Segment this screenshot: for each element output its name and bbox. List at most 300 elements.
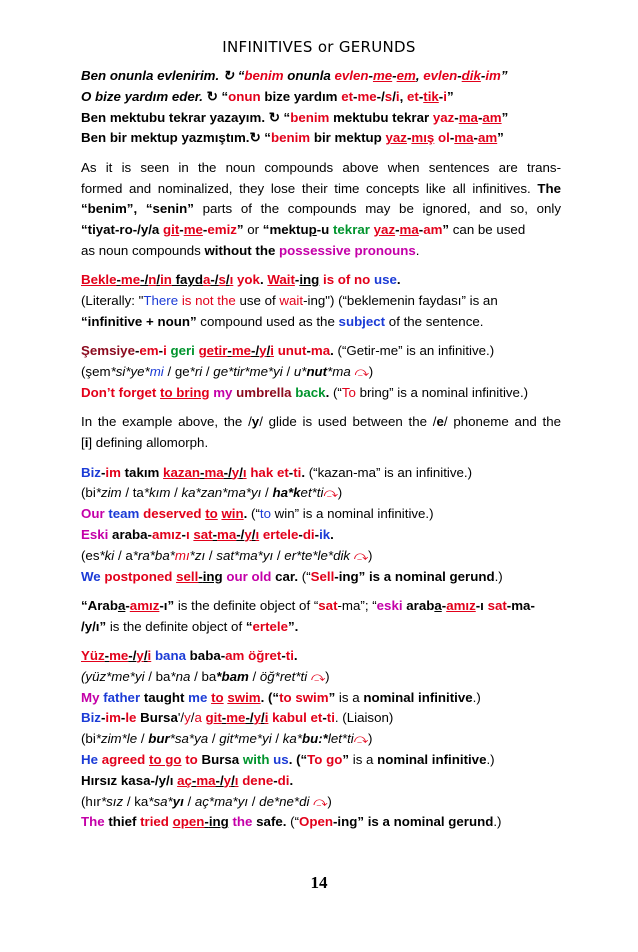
text-segment: -u bbox=[316, 222, 333, 238]
text-segment: . (“ bbox=[260, 689, 280, 705]
text-segment: (“ bbox=[337, 343, 347, 359]
text-segment: ” bbox=[342, 752, 350, 768]
text-segment: . bbox=[325, 384, 333, 400]
text-segment: ing bbox=[208, 814, 229, 830]
text-segment: / bbox=[190, 710, 195, 726]
text-segment: - bbox=[179, 222, 184, 238]
text-line bbox=[81, 433, 561, 454]
text-segment: (Literally: " bbox=[81, 293, 144, 309]
text-segment: am bbox=[225, 648, 245, 664]
text-segment: (bi bbox=[81, 485, 96, 501]
text-segment: di bbox=[302, 526, 315, 542]
text-segment: mış bbox=[411, 130, 435, 146]
text-segment: Getir-me” is an infinitive.) bbox=[346, 343, 495, 359]
text-segment: postponed bbox=[104, 568, 173, 584]
text-segment: / glide is used between the / bbox=[259, 414, 437, 430]
text-segment: - bbox=[273, 772, 278, 788]
text-segment: - bbox=[368, 68, 373, 83]
text-segment: sat bbox=[193, 526, 213, 542]
text-segment: to bbox=[259, 506, 271, 522]
text-segment: git bbox=[205, 710, 222, 726]
text-segment: sat bbox=[318, 597, 338, 613]
text-segment: to bring bbox=[160, 384, 210, 400]
text-segment: git*me*yi bbox=[219, 731, 272, 747]
text-segment: yı bbox=[172, 793, 184, 809]
text-segment: to go bbox=[149, 752, 182, 768]
text-segment: compound used as the bbox=[196, 313, 339, 329]
text-segment: *bam bbox=[216, 668, 249, 684]
text-line bbox=[81, 771, 561, 792]
text-segment: bring” is a nominal infinitive.) bbox=[355, 384, 529, 400]
text-line bbox=[81, 179, 561, 200]
text-segment: (hır bbox=[81, 793, 101, 809]
text-segment: im bbox=[105, 710, 121, 726]
text-segment: . bbox=[396, 272, 401, 288]
text-line bbox=[81, 108, 561, 129]
text-segment: “benim”, “senin” bbox=[81, 201, 194, 217]
text-segment: Hırsız kasa-/y/ı bbox=[81, 772, 178, 788]
text-segment: bur bbox=[148, 731, 170, 747]
text-segment: y bbox=[223, 772, 232, 788]
text-segment: / bbox=[273, 547, 285, 563]
text-segment: yok bbox=[237, 272, 260, 288]
text-segment: Şemsiye bbox=[81, 343, 135, 359]
text-segment: taught bbox=[140, 689, 189, 705]
text-segment: nominal infinitive bbox=[377, 752, 487, 768]
text-segment: - bbox=[454, 109, 459, 125]
text-segment: -ing” is a bbox=[334, 568, 395, 584]
text-segment: .) bbox=[486, 752, 495, 768]
text-segment: i bbox=[270, 343, 274, 359]
text-segment: father bbox=[103, 689, 141, 705]
text-segment: i bbox=[264, 710, 269, 726]
text-segment: My bbox=[81, 689, 100, 705]
text-segment: - bbox=[200, 464, 205, 480]
text-segment: (“ bbox=[251, 506, 260, 522]
text-line bbox=[81, 646, 561, 667]
text-segment: sell bbox=[176, 568, 199, 584]
text-line bbox=[81, 270, 561, 291]
text-segment: et bbox=[407, 88, 419, 104]
text-segment: bana bbox=[154, 648, 186, 664]
text-segment: / ba bbox=[190, 668, 217, 684]
text-segment: geri bbox=[170, 343, 195, 359]
paragraph-spacer bbox=[81, 637, 561, 646]
text-segment: - bbox=[134, 343, 140, 359]
text-segment: ” bbox=[446, 88, 454, 104]
text-segment: i bbox=[147, 648, 152, 664]
text-segment: let*ti bbox=[327, 731, 354, 747]
text-segment: Eski bbox=[81, 526, 109, 542]
text-segment: team bbox=[108, 506, 140, 522]
text-line bbox=[81, 812, 561, 833]
text-segment: (es bbox=[81, 547, 100, 563]
text-segment: ⤼ bbox=[354, 364, 369, 380]
text-segment: / bbox=[239, 464, 243, 480]
text-segment: / a bbox=[114, 547, 133, 563]
text-segment: me bbox=[183, 222, 203, 238]
text-segment: / bbox=[392, 88, 396, 104]
text-segment: our bbox=[226, 568, 248, 584]
text-segment: ı bbox=[234, 772, 239, 788]
text-segment: p bbox=[308, 222, 317, 238]
text-segment: amız bbox=[446, 597, 476, 613]
text-line bbox=[81, 312, 561, 333]
text-segment: bize yardım bbox=[260, 88, 342, 104]
text-segment: Bekle bbox=[81, 272, 117, 288]
text-segment: of the sentence. bbox=[385, 313, 484, 329]
text-segment: *ki bbox=[99, 547, 115, 563]
text-segment: e bbox=[436, 414, 444, 430]
text-segment: y bbox=[184, 710, 191, 726]
text-segment: deserved bbox=[143, 506, 202, 522]
text-segment: mektubu tekrar bbox=[329, 109, 433, 125]
text-segment: am bbox=[477, 130, 498, 146]
text-segment: win bbox=[221, 506, 244, 522]
text-segment: ha*k bbox=[272, 485, 301, 501]
text-segment: /y/ı” bbox=[81, 618, 107, 634]
text-segment: with bbox=[242, 752, 270, 768]
text-segment: . bbox=[293, 648, 298, 664]
text-segment: He bbox=[81, 752, 98, 768]
text-segment: benim bbox=[244, 68, 284, 83]
text-segment: arab bbox=[406, 597, 435, 613]
text-line bbox=[81, 362, 561, 383]
text-segment: ) bbox=[325, 668, 330, 684]
text-segment: (bi bbox=[81, 731, 96, 747]
text-segment: ) bbox=[368, 364, 374, 380]
text-segment: em bbox=[396, 68, 416, 83]
text-line bbox=[81, 504, 561, 525]
text-segment: / bbox=[205, 547, 217, 563]
text-segment: - bbox=[314, 526, 320, 542]
text-segment: use bbox=[374, 272, 397, 288]
text-segment: im bbox=[105, 464, 121, 480]
text-segment: . (“ bbox=[288, 752, 308, 768]
text-segment: / phoneme and the bbox=[443, 414, 561, 430]
text-segment: baba- bbox=[185, 648, 226, 664]
text-segment: ” bbox=[442, 222, 450, 238]
text-segment: the bbox=[232, 814, 253, 830]
text-segment: . bbox=[259, 272, 268, 288]
paragraph-spacer bbox=[81, 587, 561, 596]
text-segment: bir mektup bbox=[310, 130, 386, 146]
text-line bbox=[81, 241, 561, 262]
text-segment: - bbox=[212, 526, 218, 542]
text-segment: i bbox=[443, 88, 447, 104]
text-segment: dene bbox=[242, 772, 274, 788]
text-segment: O bize yardım eder. bbox=[81, 88, 207, 104]
text-segment: . bbox=[289, 772, 294, 788]
text-segment: - bbox=[480, 68, 486, 83]
text-segment: benim bbox=[270, 130, 311, 146]
text-segment: -ma”; “ bbox=[337, 597, 377, 613]
text-segment: ma bbox=[310, 343, 331, 359]
text-segment: is not the bbox=[181, 293, 236, 309]
text-segment: - bbox=[406, 130, 412, 146]
text-line bbox=[81, 412, 561, 433]
text-segment: / ka bbox=[123, 793, 149, 809]
text-segment: is bbox=[323, 272, 335, 288]
text-segment: .) bbox=[493, 814, 502, 830]
text-segment: / bbox=[183, 793, 195, 809]
text-segment: ma bbox=[399, 222, 419, 238]
text-segment: *zim*le bbox=[95, 731, 138, 747]
text-segment: unut bbox=[277, 343, 307, 359]
text-segment: formed and nominalized, they lose their time concepts like all infinitives. bbox=[81, 180, 538, 196]
text-segment: - bbox=[288, 464, 294, 480]
text-segment: ” bbox=[501, 109, 509, 125]
text-segment: Ben onunla evlenirim. bbox=[81, 68, 223, 83]
text-segment: ge*tir*me*yi bbox=[213, 364, 283, 380]
text-segment: - bbox=[322, 710, 327, 726]
text-segment: -ı bbox=[475, 597, 484, 613]
text-line bbox=[81, 667, 561, 688]
text-segment: ka* bbox=[282, 731, 302, 747]
running-header: INFINITIVES or GERUNDS bbox=[222, 38, 416, 56]
text-segment: - bbox=[125, 597, 130, 613]
text-line bbox=[81, 567, 561, 588]
text-segment: without the bbox=[204, 242, 280, 258]
text-segment: / bbox=[143, 648, 148, 664]
text-segment: umbrella bbox=[236, 384, 292, 400]
text-segment: wait bbox=[279, 293, 304, 309]
text-segment: to bbox=[211, 689, 224, 705]
text-segment: araba- bbox=[108, 526, 152, 542]
text-segment: “Arab bbox=[81, 597, 118, 613]
text-segment: to swim bbox=[279, 689, 329, 705]
text-segment: git bbox=[163, 222, 180, 238]
text-segment: me bbox=[109, 648, 129, 664]
text-segment: *sa* bbox=[148, 793, 173, 809]
text-segment: swim bbox=[227, 689, 261, 705]
text-line bbox=[81, 708, 561, 729]
text-segment: kabul bbox=[272, 710, 307, 726]
text-line bbox=[81, 66, 561, 87]
text-segment: nut bbox=[306, 364, 328, 380]
text-segment: ka*zan*ma*yı bbox=[181, 485, 262, 501]
text-segment: / bbox=[231, 772, 235, 788]
text-segment: to bbox=[185, 752, 198, 768]
text-segment: y bbox=[136, 648, 144, 664]
text-segment: fayd bbox=[171, 272, 203, 288]
text-segment: ”. bbox=[287, 618, 299, 634]
text-segment: / ba bbox=[144, 668, 171, 684]
text-line bbox=[81, 87, 561, 108]
text-segment: - bbox=[457, 68, 462, 83]
text-segment: ı bbox=[255, 526, 260, 542]
text-segment: *zı bbox=[189, 547, 206, 563]
text-segment: di bbox=[277, 772, 290, 788]
text-segment: ⤼ bbox=[313, 793, 328, 809]
text-segment: ma bbox=[217, 526, 237, 542]
text-segment: amız bbox=[129, 597, 160, 613]
text-segment: eski bbox=[376, 597, 403, 613]
text-segment: evlen bbox=[334, 68, 369, 83]
text-segment: - bbox=[395, 222, 400, 238]
text-segment: - bbox=[191, 772, 197, 788]
text-segment: yaz bbox=[432, 109, 455, 125]
text-segment: tried bbox=[140, 814, 169, 830]
text-segment: / bbox=[282, 364, 294, 380]
text-segment: - bbox=[281, 648, 286, 664]
text-segment: - bbox=[104, 648, 110, 664]
text-segment: -/ bbox=[223, 464, 232, 480]
text-segment: me bbox=[372, 68, 393, 83]
text-segment: Sell bbox=[310, 568, 335, 584]
text-segment: - bbox=[202, 222, 208, 238]
text-segment: - bbox=[120, 710, 126, 726]
text-segment: Open bbox=[299, 814, 333, 830]
text-segment: The bbox=[537, 180, 561, 196]
text-segment: win” is a nominal infinitive.) bbox=[270, 506, 434, 522]
text-segment: is the definite object of “ bbox=[174, 597, 319, 613]
text-segment: a bbox=[194, 710, 202, 726]
text-segment: is the definite object of bbox=[106, 618, 246, 634]
text-segment: y bbox=[253, 710, 261, 726]
text-segment: / bbox=[271, 731, 283, 747]
text-segment: öğ*ret*ti bbox=[259, 668, 311, 684]
text-segment: a bbox=[434, 597, 442, 613]
text-segment: aç bbox=[177, 772, 192, 788]
text-segment: - bbox=[306, 343, 311, 359]
text-segment: *na bbox=[170, 668, 191, 684]
text-segment: ti bbox=[285, 648, 294, 664]
text-segment: Don’t forget bbox=[81, 384, 161, 400]
text-segment: Our bbox=[81, 506, 105, 522]
text-segment: getir bbox=[198, 343, 228, 359]
text-segment: ma bbox=[196, 772, 216, 788]
text-segment: to bbox=[205, 506, 218, 522]
text-segment: - bbox=[181, 526, 186, 542]
text-line bbox=[81, 729, 561, 750]
text-segment: s bbox=[384, 88, 393, 104]
text-segment: To bbox=[307, 752, 323, 768]
text-segment: ] defining allomorph. bbox=[88, 435, 209, 451]
text-segment: ⤼ bbox=[310, 668, 326, 684]
text-line bbox=[81, 525, 561, 546]
text-segment: us bbox=[273, 752, 289, 768]
text-segment: takım bbox=[120, 464, 164, 480]
text-segment: use of bbox=[235, 293, 280, 309]
text-segment: “tiyat-ro-/y/a bbox=[81, 222, 164, 238]
text-segment: / bbox=[208, 731, 220, 747]
text-segment: evlen bbox=[423, 68, 458, 83]
text-segment: onun bbox=[228, 88, 261, 104]
text-segment: -/ bbox=[210, 272, 219, 288]
page-number: 14 bbox=[310, 873, 328, 892]
text-segment: ing bbox=[202, 568, 223, 584]
text-segment: et bbox=[341, 88, 354, 104]
text-segment: öğret bbox=[248, 648, 282, 664]
text-segment: Bursa bbox=[136, 710, 178, 726]
text-segment: - bbox=[477, 109, 483, 125]
text-segment: me bbox=[357, 88, 377, 104]
text-segment: n bbox=[148, 272, 157, 288]
text-segment: y bbox=[244, 526, 252, 542]
paragraph-spacer bbox=[81, 333, 561, 342]
text-segment: i bbox=[84, 435, 89, 451]
text-segment: ı bbox=[185, 526, 190, 542]
paragraph-spacer bbox=[81, 404, 561, 413]
text-segment: ⤼ bbox=[323, 485, 338, 501]
text-segment: / bbox=[248, 668, 260, 684]
text-segment: y bbox=[231, 464, 240, 480]
text-segment: de*ne*di bbox=[259, 793, 314, 809]
text-segment: . bbox=[330, 526, 334, 542]
text-segment: As it is seen in the noun compounds above when sentences are trans- bbox=[81, 159, 561, 175]
text-segment: The bbox=[81, 814, 105, 830]
text-segment: - bbox=[353, 88, 358, 104]
text-segment: -ma” is an infinitive.) bbox=[353, 464, 473, 480]
text-segment: *sa*ya bbox=[169, 731, 209, 747]
text-segment: / bbox=[156, 272, 161, 288]
text-segment: . bbox=[243, 506, 252, 522]
text-segment: - bbox=[392, 68, 397, 83]
text-segment: / bbox=[248, 793, 260, 809]
paragraph-spacer bbox=[81, 454, 561, 463]
text-segment: safe. bbox=[252, 814, 291, 830]
text-segment: -ma- bbox=[506, 597, 535, 613]
text-segment: ti bbox=[293, 464, 302, 480]
text-segment: ol bbox=[438, 130, 450, 146]
text-segment: dik bbox=[461, 68, 481, 83]
text-segment: - bbox=[204, 814, 209, 830]
text-segment: ik bbox=[319, 526, 331, 542]
text-segment: , bbox=[399, 88, 407, 104]
text-segment: a bbox=[117, 597, 126, 613]
text-segment: me bbox=[226, 710, 246, 726]
text-segment: me bbox=[120, 272, 141, 288]
text-segment: (yüz*me*yi bbox=[81, 668, 145, 684]
text-segment: ↻ “ bbox=[206, 88, 229, 104]
text-segment: em bbox=[139, 343, 159, 359]
text-segment: / ge bbox=[163, 364, 190, 380]
page-body bbox=[81, 66, 561, 833]
text-segment: as noun compounds bbox=[81, 242, 205, 258]
text-segment: *si*ye* bbox=[110, 364, 150, 380]
text-segment: / bbox=[266, 343, 271, 359]
text-segment: i bbox=[163, 343, 167, 359]
text-segment: -/ bbox=[140, 272, 149, 288]
text-segment: / bbox=[225, 272, 230, 288]
text-line bbox=[81, 128, 561, 149]
text-segment: .) bbox=[472, 689, 481, 705]
text-segment: -/ bbox=[245, 710, 254, 726]
text-segment: -ing") (“beklemenin faydası” is an bbox=[303, 293, 498, 309]
text-segment: im bbox=[485, 68, 501, 83]
text-segment: -/ bbox=[236, 526, 245, 542]
text-segment: / bbox=[261, 485, 273, 501]
text-segment: There bbox=[143, 293, 179, 309]
text-segment: / bbox=[260, 710, 265, 726]
text-segment: my bbox=[213, 384, 233, 400]
text-segment: nominal gerund bbox=[394, 568, 495, 584]
text-line bbox=[81, 546, 561, 567]
text-segment: hak bbox=[250, 464, 274, 480]
text-segment: To bbox=[341, 384, 356, 400]
text-segment: a bbox=[202, 272, 211, 288]
text-segment: -/ bbox=[128, 648, 137, 664]
text-segment: - bbox=[298, 526, 303, 542]
text-segment: Wait bbox=[267, 272, 295, 288]
text-segment: In the example above, the / bbox=[81, 414, 252, 430]
text-segment: “mektu bbox=[262, 222, 309, 238]
text-segment: ertele bbox=[262, 526, 299, 542]
text-segment: go bbox=[326, 752, 343, 768]
text-segment: Biz bbox=[81, 464, 101, 480]
text-segment: / ta bbox=[121, 485, 144, 501]
